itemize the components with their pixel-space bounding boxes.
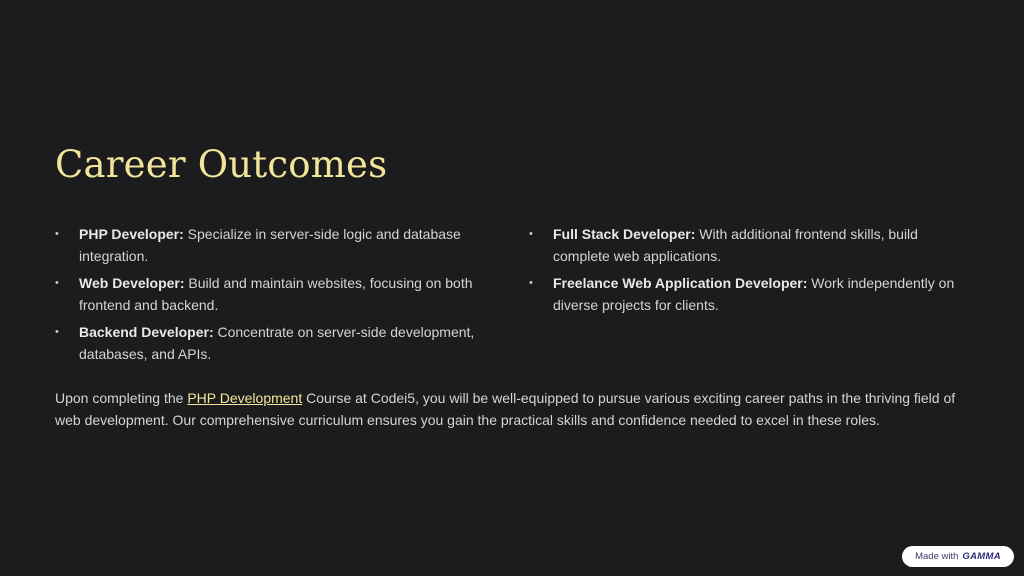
list-item	[55, 272, 495, 316]
career-description: With additional frontend skills, build complete web applications.	[553, 226, 918, 264]
list-item	[529, 272, 974, 316]
bullet-icon: •	[55, 228, 59, 240]
career-name: Full Stack Developer:	[553, 226, 696, 242]
summary-text-end: Course at Codei5, you will be well-equipped to pursue various exciting career paths in the thriving field of web development. Our comprehensive curriculum ensures you gain the practical skills and confidence needed to excel in these roles.	[55, 390, 956, 428]
summary-text-start: Upon completing the	[55, 390, 188, 406]
summary-paragraph	[55, 387, 965, 431]
career-name: Web Developer:	[79, 275, 185, 291]
career-name: Backend Developer:	[79, 324, 214, 340]
list-item	[529, 223, 974, 267]
career-description: Build and maintain websites, focusing on both frontend and backend.	[79, 275, 473, 313]
career-list-right	[529, 223, 974, 321]
career-list-left	[55, 223, 495, 370]
gamma-logo: GAMMA	[962, 551, 1001, 562]
php-development-link[interactable]: PHP Development	[187, 390, 303, 406]
made-with-gamma-badge[interactable]	[902, 546, 1014, 567]
bullet-icon: •	[529, 277, 533, 289]
career-description: Specialize in server-side logic and database integration.	[79, 226, 461, 264]
bullet-icon: •	[529, 228, 533, 240]
slide-title: Career Outcomes	[55, 143, 388, 186]
list-item	[55, 223, 495, 267]
list-item	[55, 321, 495, 365]
bullet-icon: •	[55, 326, 59, 338]
badge-label: Made with	[915, 551, 959, 562]
career-name: Freelance Web Application Developer:	[553, 275, 808, 291]
bullet-icon: •	[55, 277, 59, 289]
career-name: PHP Developer:	[79, 226, 184, 242]
career-description: Concentrate on server-side development, databases, and APIs.	[79, 324, 475, 362]
career-description: Work independently on diverse projects for clients.	[553, 275, 955, 313]
